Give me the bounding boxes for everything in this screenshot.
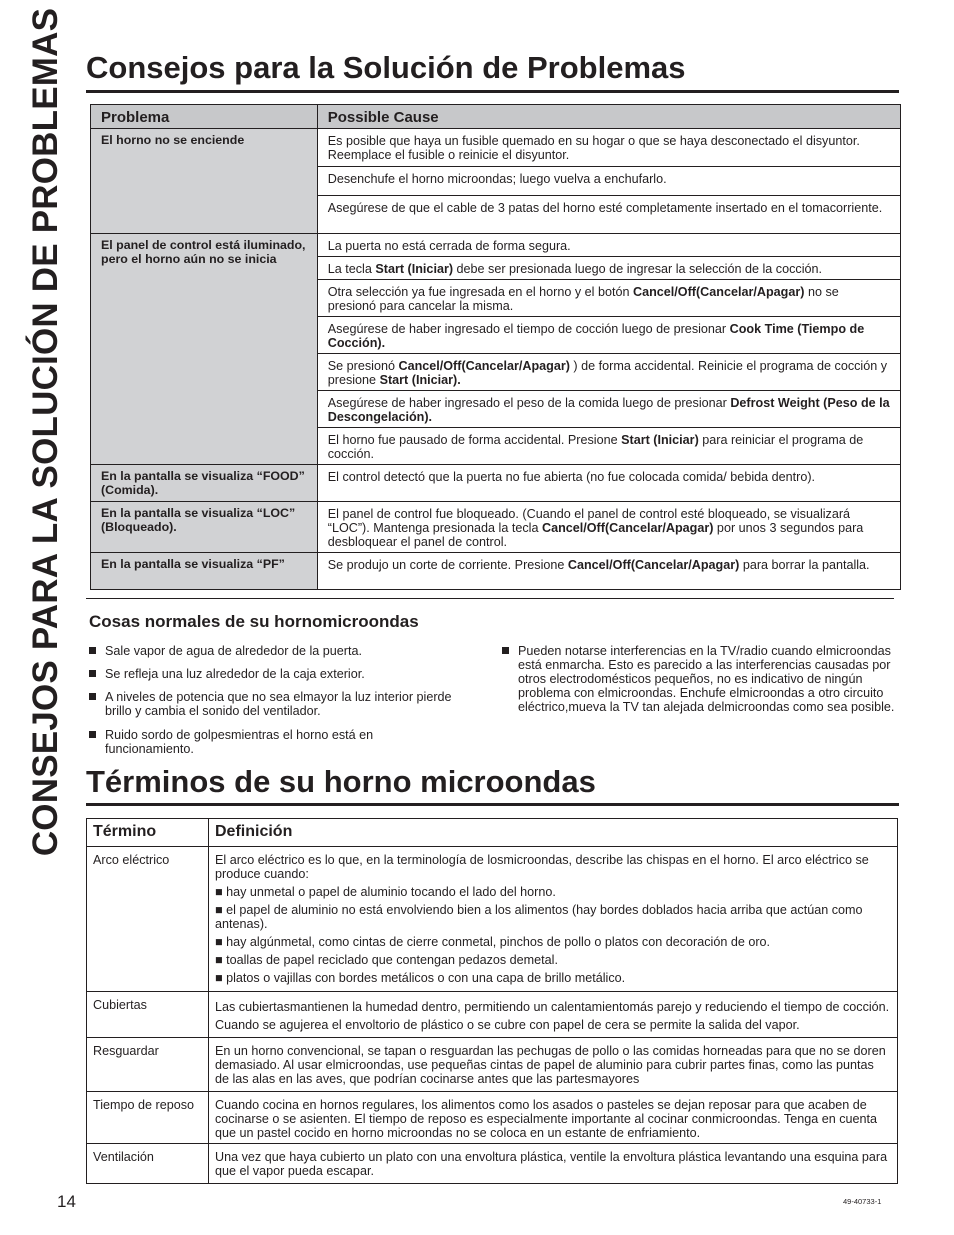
terms-title: Términos de su horno microondas xyxy=(86,764,596,799)
definition-text: En un horno convencional, se tapan o resguardan las pechugas de pollo o las comidas horneadas para que no se doren demasiado. Al usar elmicroondas, use pequeñas cintas de papel de aluminio para cubrir partes finas, como las puntas de las alas en las aves, que podrían cocinarse antes que las partesmayores xyxy=(215,1044,886,1086)
cause-text: Se produjo un corte de corriente. Presione xyxy=(327,558,568,572)
table-row xyxy=(91,502,901,553)
cause-cell xyxy=(317,280,900,317)
side-title: CONSEJOS PARA LA SOLUCIÓN DE PROBLEMAS xyxy=(26,7,65,857)
cause-text: no se presionó para cancelar la misma. xyxy=(327,285,839,313)
normal-things-title: Cosas normales de su hornomicroondas xyxy=(89,612,419,631)
cause-cell xyxy=(317,196,900,234)
cause-key-label: Start (Iniciar) xyxy=(621,433,699,447)
header-problem: Problema xyxy=(91,105,318,129)
cause-key-label: Start (Iniciar). xyxy=(379,373,461,387)
cause-text: Desenchufe el horno microondas; luego vuelva a enchufarlo. xyxy=(327,172,667,186)
definition-cell xyxy=(209,1038,898,1092)
definition-text: El arco eléctrico es lo que, en la terminología de losmicroondas, describe las chispas en el horno. El arco eléctrico se produce cuando: xyxy=(215,853,869,881)
definition-bullet: ■ el papel de aluminio no está envolviendo bien a los alimentos (hay bordes doblados hacia arriba que actúan como antenas). xyxy=(215,903,863,931)
definition-cell xyxy=(209,847,898,992)
definition-text: Una vez que haya cubierto un plato con una envoltura plástica, ventile la envoltura plástica levantando una esquina para que el vapor pueda escapar. xyxy=(215,1150,888,1178)
cause-key-label: Start (Iniciar) xyxy=(375,262,454,276)
problem-cell: En la pantalla se visualiza “LOC” (Bloqueado). xyxy=(91,502,318,553)
cause-cell xyxy=(317,129,900,167)
table-row xyxy=(87,992,898,1038)
cause-text: ) de forma accidental. Reinicie el programa de cocción y presione xyxy=(327,359,888,387)
table-row xyxy=(91,465,901,502)
page-number: 14 xyxy=(57,1192,76,1211)
problem-cell: En la pantalla se visualiza “PF” xyxy=(91,553,318,590)
cause-cell xyxy=(317,428,900,465)
title-rule xyxy=(86,90,899,93)
table-row xyxy=(87,847,898,992)
bullet-icon xyxy=(502,647,509,654)
terms-rule xyxy=(86,803,899,806)
cause-key-label: Cancel/Off(Cancelar/Apagar) xyxy=(633,285,805,299)
problem-cell: En la pantalla se visualiza “FOOD” (Comida). xyxy=(91,465,318,502)
definition-text: Cuando cocina en hornos regulares, los alimentos como los asados o pasteles se dejan reposar para que acaben de cocinarse o se asienten. El tiempo de reposo es especialmente importante al cocinar conmicroondas. Tenga en cuenta que un pastel cocido en horno microondas no se coloca en un estante de enfriamiento. xyxy=(215,1098,878,1140)
bullet-icon xyxy=(89,670,96,677)
term-cell: Resguardar xyxy=(87,1038,209,1092)
table-row xyxy=(87,1092,898,1144)
definition-bullet: ■ hay algúnmetal, como cintas de cierre conmetal, pinchos de pollo o platos con decoración de oro. xyxy=(215,935,771,949)
definition-cell xyxy=(209,992,898,1038)
terms-header-row xyxy=(87,819,898,847)
cause-text: para reiniciar el programa de cocción. xyxy=(327,433,864,461)
bullet-icon xyxy=(89,693,96,700)
cause-text: por unos 3 segundos para desbloquear el panel de control. xyxy=(327,521,864,549)
problem-cell: El panel de control está iluminado, pero el horno aún no se inicia xyxy=(91,234,318,465)
list-item-text: Pueden notarse interferencias en la TV/radio cuando elmicroondas está enmarcha. Esto es parecido a las interferencias causadas por otros electrodomésticos pequeños, no es indicativo de ningún problema con elmicroondas. Enchufe elmicroondas a otro circuito eléctrico,mueva la TV tan alejada delmicroondas como sea posible. xyxy=(518,644,895,714)
problems-table xyxy=(90,104,901,590)
cause-text: El horno fue pausado de forma accidental. Presione xyxy=(327,433,622,447)
cause-cell xyxy=(317,354,900,391)
definition-bullet: ■ hay unmetal o papel de aluminio tocando el lado del horno. xyxy=(215,885,556,899)
bullet-icon xyxy=(89,731,96,738)
bullet-icon xyxy=(89,647,96,654)
cause-cell xyxy=(317,234,900,257)
definition-cell xyxy=(209,1092,898,1144)
cause-text: Asegúrese de haber ingresado el peso de la comida luego de presionar xyxy=(327,396,731,410)
terms-table xyxy=(86,818,898,1184)
header-cause: Possible Cause xyxy=(317,105,900,129)
cause-key-label: Defrost Weight (Peso de la Descongelación). xyxy=(327,396,890,424)
cause-text: Otra selección ya fue ingresada en el horno y el botón xyxy=(327,285,633,299)
cause-text: debe ser presionada luego de ingresar la selección de la cocción. xyxy=(453,262,822,276)
table-row xyxy=(91,553,901,590)
cause-key-label: Cancel/Off(Cancelar/Apagar) xyxy=(398,359,570,373)
term-cell: Ventilación xyxy=(87,1144,209,1184)
cause-key-label: Cancel/Off(Cancelar/Apagar) xyxy=(567,558,740,572)
troubleshooting-title: Consejos para la Solución de Problemas xyxy=(86,50,686,85)
list-item-text: Se refleja una luz alrededor de la caja exterior. xyxy=(105,667,365,681)
list-item-text: A niveles de potencia que no sea elmayor la luz interior pierde brillo y cambia el sonido del ventilador. xyxy=(105,690,452,718)
cause-text: La tecla xyxy=(327,262,376,276)
table-row xyxy=(91,234,901,257)
doc-number: 49-40733-1 xyxy=(843,1197,882,1206)
definition-bullet: ■ toallas de papel reciclado que contengan pedazos demetal. xyxy=(215,953,558,967)
cause-text: La puerta no está cerrada de forma segura. xyxy=(327,239,571,253)
cause-cell xyxy=(317,391,900,428)
cause-text: Asegúrese de que el cable de 3 patas del horno esté completamente insertado en el tomacorriente. xyxy=(327,201,883,215)
cause-cell xyxy=(317,317,900,354)
table-row xyxy=(91,129,901,167)
problems-body xyxy=(91,129,901,590)
definition-bullet: ■ platos o vajillas con bordes metálicos o con una capa de brillo metálico. xyxy=(215,971,626,985)
header-definition: Definición xyxy=(209,819,898,847)
cause-cell xyxy=(317,502,900,553)
cause-cell xyxy=(317,257,900,280)
cause-text: El control detectó que la puerta no fue abierta (no fue colocada comida/ bebida dentro). xyxy=(327,470,816,484)
term-cell: Tiempo de reposo xyxy=(87,1092,209,1144)
definition-text: Las cubiertasmantienen la humedad dentro, permitiendo un calentamientomás parejo y reduciendo el tiempo de cocción. Cuando se agujerea el envoltorio de plástico o se cubre con papel de cera se permite la salida del vapor. xyxy=(215,1000,890,1032)
header-term: Término xyxy=(87,819,209,847)
cause-cell xyxy=(317,465,900,502)
cause-text: Se presionó xyxy=(327,359,399,373)
cause-text: para borrar la pantalla. xyxy=(739,558,870,572)
definition-cell xyxy=(209,1144,898,1184)
terms-body xyxy=(87,847,898,1184)
cause-text: El panel de control fue bloqueado. (Cuando el panel de control esté bloqueado, se visualizará “LOC”). Mantenga presionada la tecla xyxy=(327,507,851,535)
cause-cell xyxy=(317,553,900,590)
table-underline xyxy=(86,598,894,599)
list-item-text: Ruido sordo de golpesmientras el horno está en funcionamiento. xyxy=(105,728,374,756)
list-item-text: Sale vapor de agua de alrededor de la puerta. xyxy=(105,644,362,658)
problem-cell: El horno no se enciende xyxy=(91,129,318,234)
term-cell: Arco eléctrico xyxy=(87,847,209,992)
cause-key-label: Cancel/Off(Cancelar/Apagar) xyxy=(541,521,714,535)
cause-key-label: Cook Time (Tiempo de Cocción). xyxy=(327,322,865,350)
cause-text: Es posible que haya un fusible quemado en su hogar o que se haya desconectado el disyuntor. Reemplace el fusible o reinicie el disyuntor. xyxy=(327,134,860,162)
problems-header-row xyxy=(91,105,901,129)
term-cell: Cubiertas xyxy=(87,992,209,1038)
table-row xyxy=(87,1144,898,1184)
table-row xyxy=(87,1038,898,1092)
cause-text: Asegúrese de haber ingresado el tiempo de cocción luego de presionar xyxy=(327,322,730,336)
cause-cell xyxy=(317,167,900,196)
